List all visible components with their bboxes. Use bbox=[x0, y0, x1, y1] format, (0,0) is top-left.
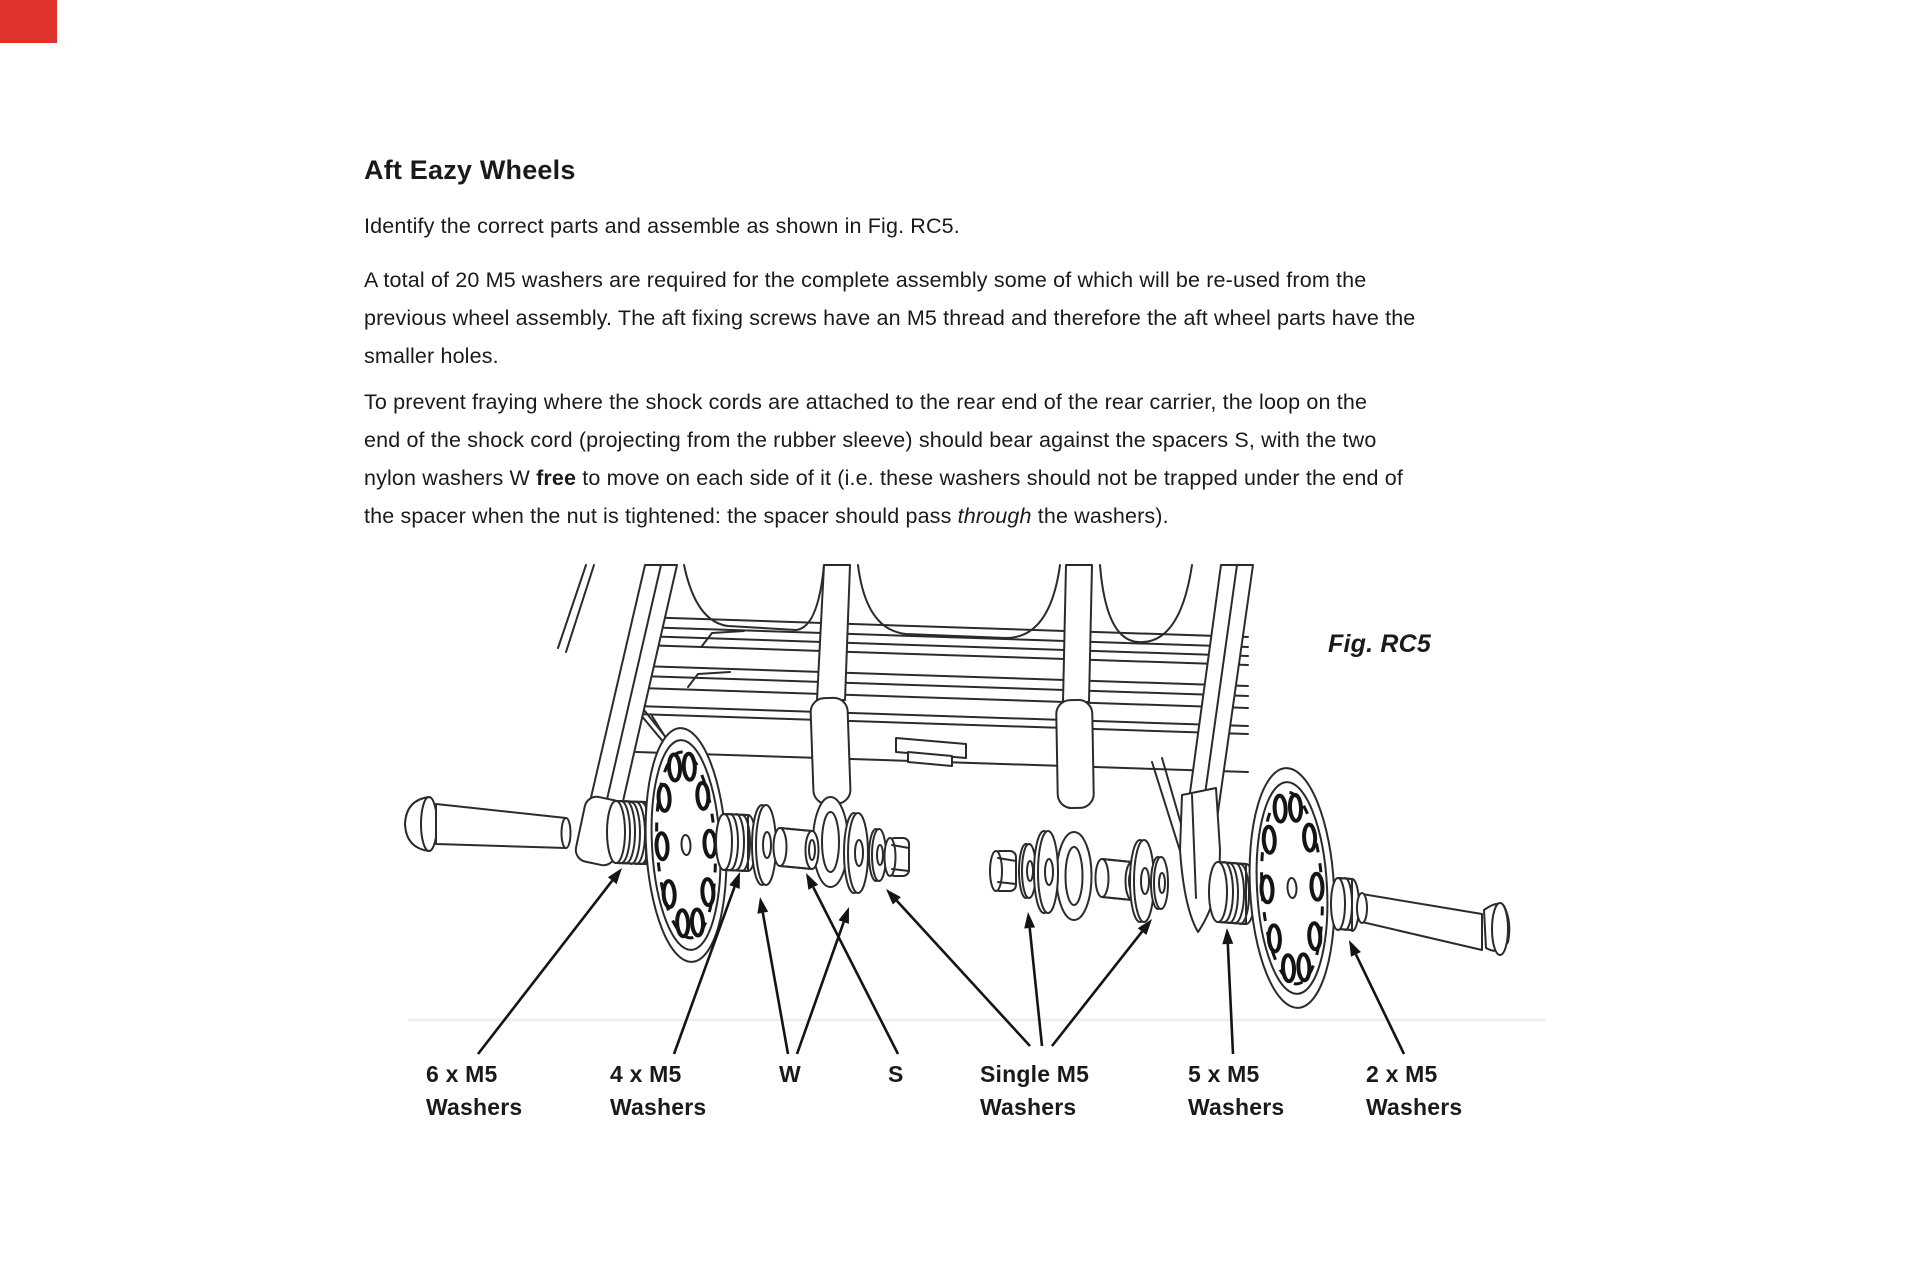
label-line: S bbox=[888, 1061, 904, 1087]
left-axle-bolt bbox=[405, 797, 571, 851]
washer-stack-5xM5 bbox=[1209, 862, 1255, 924]
hex-nut-left bbox=[885, 838, 910, 876]
right-axle-bolt bbox=[1357, 893, 1509, 955]
hex-nut-right bbox=[990, 851, 1016, 891]
text-line: previous wheel assembly. The aft fixing screws have an M5 thread and therefore the aft wheel parts have the bbox=[364, 306, 1416, 330]
label-line: Washers bbox=[610, 1094, 707, 1120]
label-line: 5 x M5 bbox=[1188, 1061, 1260, 1087]
text-line: To prevent fraying where the shock cords are attached to the rear end of the rear carrier, the loop on the bbox=[364, 390, 1368, 414]
label-5xM5-washers bbox=[1188, 1058, 1284, 1124]
text-line: the spacer when the nut is tightened: the spacer should pass through the washers). bbox=[364, 504, 1169, 528]
label-line: 2 x M5 bbox=[1366, 1061, 1438, 1087]
text-line: end of the shock cord (projecting from the rubber sleeve) should bear against the spacers S, with the two bbox=[364, 428, 1377, 452]
text-line: A total of 20 M5 washers are required for the complete assembly some of which will be re-used from the bbox=[364, 268, 1367, 292]
label-line: Washers bbox=[1188, 1094, 1285, 1120]
label-spacer-S bbox=[888, 1058, 904, 1091]
label-line: Single M5 bbox=[980, 1061, 1090, 1087]
page-title: Aft Eazy Wheels bbox=[364, 155, 576, 185]
nylon-washer-W-right1 bbox=[1034, 831, 1058, 913]
label-single-M5-washers bbox=[980, 1058, 1089, 1124]
washer-stack-4xM5 bbox=[716, 814, 756, 871]
right-wheel bbox=[1244, 766, 1340, 1010]
label-line: Washers bbox=[980, 1094, 1077, 1120]
label-line: 4 x M5 bbox=[610, 1061, 682, 1087]
nylon-washer-W-left bbox=[752, 805, 776, 885]
single-M5-washer-left bbox=[869, 829, 886, 881]
label-4xM5-washers bbox=[610, 1058, 706, 1124]
spacer-S-left bbox=[774, 828, 819, 869]
text-line: smaller holes. bbox=[364, 344, 499, 368]
label-line: 6 x M5 bbox=[426, 1061, 498, 1087]
washer-stack-2xM5 bbox=[1331, 878, 1359, 931]
single-M5-washer-right bbox=[1151, 857, 1168, 909]
nylon-washer-W-left2 bbox=[844, 813, 868, 893]
label-6xM5-washers bbox=[426, 1058, 522, 1124]
text-line: Identify the correct parts and assemble as shown in Fig. RC5. bbox=[364, 214, 960, 238]
text-line: nylon washers W free to move on each side of it (i.e. these washers should not be trapped under the end of bbox=[364, 466, 1403, 490]
label-line: Washers bbox=[426, 1094, 523, 1120]
label-line: Washers bbox=[1366, 1094, 1463, 1120]
label-line: W bbox=[779, 1061, 801, 1087]
figure-caption: Fig. RC5 bbox=[1328, 630, 1431, 658]
label-washer-W bbox=[779, 1058, 801, 1091]
label-2xM5-washers bbox=[1366, 1058, 1462, 1124]
